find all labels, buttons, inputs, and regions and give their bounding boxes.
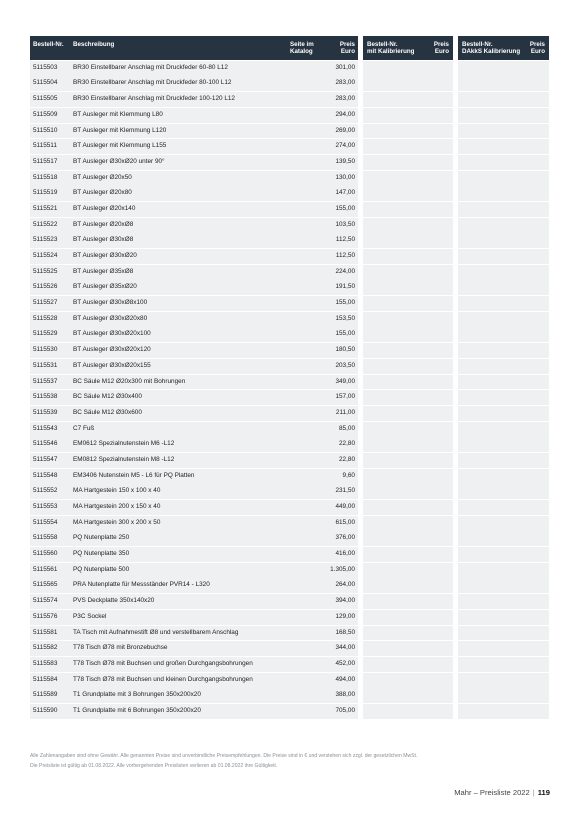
- description-cell: MA Hartgestein 150 x 100 x 40: [73, 487, 161, 495]
- description-cell: MA Hartgestein 300 x 200 x 50: [73, 518, 161, 526]
- price-cell: 705,00: [335, 706, 355, 714]
- order-number-cell: 5115517: [33, 157, 58, 165]
- description-cell: T78 Tisch Ø78 mit Buchsen und kleinen Durchgangsbohrungen: [73, 675, 253, 683]
- calibration-row: [363, 61, 453, 76]
- price-cell: 416,00: [335, 550, 355, 558]
- table-row: [30, 312, 358, 327]
- price-cell: 269,00: [335, 126, 355, 134]
- order-number-cell: 5115523: [33, 236, 58, 244]
- dakks-row: [458, 124, 549, 139]
- dakks-body: [458, 61, 549, 719]
- order-number-cell: 5115504: [33, 79, 58, 87]
- table-row: [30, 233, 358, 248]
- dakks-table: [458, 36, 549, 719]
- calibration-row: [363, 327, 453, 342]
- dakks-row: [458, 280, 549, 295]
- description-cell: BT Ausleger Ø35xØ20: [73, 283, 137, 291]
- calibration-row: [363, 124, 453, 139]
- dakks-row: [458, 265, 549, 280]
- description-cell: P3C Sockel: [73, 612, 107, 620]
- price-cell: 168,50: [335, 628, 355, 636]
- page-number: 119: [537, 788, 550, 797]
- order-number-cell: 5115510: [33, 126, 58, 134]
- description-cell: EM0612 Spezialnutenstein M6 -L12: [73, 440, 175, 448]
- calibration-row: [363, 202, 453, 217]
- dakks-row: [458, 406, 549, 421]
- dakks-row: [458, 249, 549, 264]
- calibration-row: [363, 359, 453, 374]
- dakks-row: [458, 139, 549, 154]
- description-cell: BT Ausleger Ø30xØ20 unter 90°: [73, 157, 165, 165]
- calibration-row: [363, 688, 453, 703]
- table-row: [30, 704, 358, 719]
- dakks-row: [458, 218, 549, 233]
- order-number-cell: 5115530: [33, 346, 58, 354]
- header-calibration-order-number: Bestell-Nr. mit Kalibrierung: [367, 41, 415, 55]
- table-header: [30, 36, 358, 60]
- price-cell: 349,00: [335, 377, 355, 385]
- calibration-row: [363, 437, 453, 452]
- calibration-row: [363, 218, 453, 233]
- dakks-row: [458, 171, 549, 186]
- calibration-row: [363, 641, 453, 656]
- table-row: [30, 453, 358, 468]
- order-number-cell: 5115522: [33, 220, 58, 228]
- dakks-row: [458, 92, 549, 107]
- price-cell: 155,00: [335, 204, 355, 212]
- table-row: [30, 390, 358, 405]
- table-row: [30, 437, 358, 452]
- order-number-cell: 5115524: [33, 252, 58, 260]
- description-cell: BT Ausleger Ø35xØ8: [73, 267, 134, 275]
- price-cell: 180,50: [335, 346, 355, 354]
- price-cell: 494,00: [335, 675, 355, 683]
- dakks-row: [458, 76, 549, 91]
- table-row: [30, 641, 358, 656]
- order-number-cell: 5115526: [33, 283, 58, 291]
- dakks-row: [458, 531, 549, 546]
- calibration-row: [363, 578, 453, 593]
- dakks-row: [458, 578, 549, 593]
- calibration-row: [363, 422, 453, 437]
- calibration-row: [363, 500, 453, 515]
- description-cell: T1 Grundplatte mit 6 Bohrungen 350x200x20: [73, 706, 201, 714]
- price-cell: 388,00: [335, 691, 355, 699]
- table-row: [30, 359, 358, 374]
- order-number-cell: 5115582: [33, 644, 58, 652]
- table-row: [30, 469, 358, 484]
- order-number-cell: 5115546: [33, 440, 58, 448]
- dakks-row: [458, 422, 549, 437]
- table-row: [30, 406, 358, 421]
- calibration-row: [363, 390, 453, 405]
- price-cell: 157,00: [335, 393, 355, 401]
- table-row: [30, 610, 358, 625]
- dakks-row: [458, 594, 549, 609]
- description-cell: BT Ausleger Ø30xØ20: [73, 252, 137, 260]
- calibration-row: [363, 375, 453, 390]
- price-cell: 155,00: [335, 330, 355, 338]
- dakks-row: [458, 296, 549, 311]
- calibration-row: [363, 673, 453, 688]
- description-cell: BT Ausleger Ø20x80: [73, 189, 132, 197]
- description-cell: BT Ausleger Ø30xØ20x120: [73, 346, 151, 354]
- dakks-row: [458, 547, 549, 562]
- calibration-row: [363, 139, 453, 154]
- price-cell: 211,00: [335, 408, 355, 416]
- description-cell: BT Ausleger mit Klemmung L155: [73, 142, 167, 150]
- calibration-row: [363, 265, 453, 280]
- footnote-line: Die Preisliste ist gültig ab 01.08.2022. Alle vorhergehenden Preislisten verlieren ab 01.08.2022 ihre Gültigkeit.: [30, 762, 278, 769]
- dakks-row: [458, 375, 549, 390]
- price-table: [30, 36, 358, 719]
- order-number-cell: 5115552: [33, 487, 58, 495]
- description-cell: T1 Grundplatte mit 3 Bohrungen 350x200x20: [73, 691, 201, 699]
- description-cell: BR30 Einstellbarer Anschlag mit Druckfeder 60-80 L12: [73, 63, 228, 71]
- calibration-row: [363, 469, 453, 484]
- description-cell: BR30 Einstellbarer Anschlag mit Druckfeder 80-100 L12: [73, 79, 232, 87]
- description-cell: PRA Nutenplatte für Messständer PVR14 - L320: [73, 581, 210, 589]
- price-cell: 9,60: [342, 471, 355, 479]
- order-number-cell: 5115525: [33, 267, 58, 275]
- table-row: [30, 218, 358, 233]
- dakks-row: [458, 312, 549, 327]
- dakks-row: [458, 155, 549, 170]
- order-number-cell: 5115543: [33, 424, 58, 432]
- price-cell: 153,50: [335, 314, 355, 322]
- description-cell: EM0812 Spezialnutenstein M8 -L12: [73, 455, 175, 463]
- order-number-cell: 5115561: [33, 565, 58, 573]
- calibration-table: [363, 36, 453, 719]
- dakks-row: [458, 390, 549, 405]
- table-row: [30, 375, 358, 390]
- calibration-row: [363, 76, 453, 91]
- description-cell: BT Ausleger mit Klemmung L80: [73, 110, 163, 118]
- header-calibration-price: Preis Euro: [433, 41, 449, 55]
- table-row: [30, 594, 358, 609]
- order-number-cell: 5115528: [33, 314, 58, 322]
- table-row: [30, 626, 358, 641]
- dakks-row: [458, 657, 549, 672]
- order-number-cell: 5115529: [33, 330, 58, 338]
- footer-title: Mahr – Preisliste 2022: [454, 788, 530, 797]
- dakks-row: [458, 233, 549, 248]
- order-number-cell: 5115539: [33, 408, 58, 416]
- header-order-number: Bestell-Nr.: [33, 41, 64, 48]
- price-cell: 283,00: [335, 95, 355, 103]
- description-cell: BC Säule M12 Ø30x400: [73, 393, 142, 401]
- calibration-row: [363, 343, 453, 358]
- calibration-row: [363, 594, 453, 609]
- order-number-cell: 5115554: [33, 518, 58, 526]
- table-row: [30, 484, 358, 499]
- calibration-row: [363, 108, 453, 123]
- table-row: [30, 171, 358, 186]
- order-number-cell: 5115589: [33, 691, 58, 699]
- table-row: [30, 61, 358, 76]
- dakks-row: [458, 343, 549, 358]
- order-number-cell: 5115548: [33, 471, 58, 479]
- calibration-row: [363, 610, 453, 625]
- calibration-row: [363, 406, 453, 421]
- table-row: [30, 673, 358, 688]
- order-number-cell: 5115553: [33, 503, 58, 511]
- table-row: [30, 422, 358, 437]
- header-dakks-price: Preis Euro: [529, 41, 545, 55]
- price-cell: 103,50: [335, 220, 355, 228]
- description-cell: BT Ausleger Ø20x140: [73, 204, 136, 212]
- description-cell: T78 Tisch Ø78 mit Bronzebuchse: [73, 644, 168, 652]
- calibration-row: [363, 186, 453, 201]
- table-row: [30, 265, 358, 280]
- calibration-row: [363, 516, 453, 531]
- dakks-row: [458, 673, 549, 688]
- order-number-cell: 5115521: [33, 204, 58, 212]
- price-cell: 147,00: [335, 189, 355, 197]
- order-number-cell: 5115590: [33, 706, 58, 714]
- table-row: [30, 249, 358, 264]
- calibration-header: [363, 36, 453, 60]
- footer-separator: |: [532, 788, 535, 797]
- price-cell: 1.305,00: [330, 565, 355, 573]
- calibration-body: [363, 61, 453, 719]
- price-cell: 301,00: [335, 63, 355, 71]
- order-number-cell: 5115558: [33, 534, 58, 542]
- order-number-cell: 5115527: [33, 299, 58, 307]
- calibration-row: [363, 453, 453, 468]
- price-cell: 129,00: [335, 612, 355, 620]
- price-cell: 203,50: [335, 361, 355, 369]
- order-number-cell: 5115538: [33, 393, 58, 401]
- calibration-row: [363, 92, 453, 107]
- order-number-cell: 5115519: [33, 189, 58, 197]
- table-row: [30, 547, 358, 562]
- calibration-row: [363, 233, 453, 248]
- description-cell: BC Säule M12 Ø30x600: [73, 408, 142, 416]
- price-cell: 231,50: [335, 487, 355, 495]
- price-cell: 112,50: [335, 236, 355, 244]
- price-cell: 294,00: [335, 110, 355, 118]
- description-cell: PQ Nutenplatte 250: [73, 534, 130, 542]
- table-row: [30, 76, 358, 91]
- dakks-row: [458, 610, 549, 625]
- dakks-row: [458, 202, 549, 217]
- dakks-row: [458, 563, 549, 578]
- price-cell: 283,00: [335, 79, 355, 87]
- price-cell: 85,00: [339, 424, 355, 432]
- table-row: [30, 108, 358, 123]
- table-row: [30, 139, 358, 154]
- description-cell: MA Hartgestein 200 x 150 x 40: [73, 503, 161, 511]
- dakks-row: [458, 359, 549, 374]
- table-row: [30, 327, 358, 342]
- dakks-row: [458, 437, 549, 452]
- table-row: [30, 296, 358, 311]
- table-row: [30, 343, 358, 358]
- calibration-row: [363, 657, 453, 672]
- price-cell: 191,50: [335, 283, 355, 291]
- page-footer: [454, 788, 550, 797]
- table-row: [30, 124, 358, 139]
- table-row: [30, 531, 358, 546]
- price-cell: 22,80: [339, 455, 355, 463]
- dakks-row: [458, 516, 549, 531]
- header-dakks-order-number: Bestell-Nr. DAkkS Kalibrierung: [462, 41, 521, 55]
- order-number-cell: 5115509: [33, 110, 58, 118]
- dakks-row: [458, 641, 549, 656]
- calibration-row: [363, 563, 453, 578]
- price-cell: 224,00: [335, 267, 355, 275]
- calibration-row: [363, 312, 453, 327]
- description-cell: EM3406 Nutenstein M5 - L6 für PQ Platten: [73, 471, 195, 479]
- table-row: [30, 92, 358, 107]
- table-row: [30, 657, 358, 672]
- description-cell: BT Ausleger Ø30xØ20x100: [73, 330, 151, 338]
- price-cell: 615,00: [335, 518, 355, 526]
- price-cell: 112,50: [335, 252, 355, 260]
- dakks-row: [458, 484, 549, 499]
- order-number-cell: 5115560: [33, 550, 58, 558]
- dakks-row: [458, 186, 549, 201]
- order-number-cell: 5115583: [33, 659, 58, 667]
- calibration-row: [363, 626, 453, 641]
- header-catalog-page: Seite im Katalog: [290, 41, 314, 55]
- dakks-row: [458, 704, 549, 719]
- calibration-row: [363, 280, 453, 295]
- order-number-cell: 5115518: [33, 173, 58, 181]
- order-number-cell: 5115584: [33, 675, 58, 683]
- description-cell: BT Ausleger Ø20xØ8: [73, 220, 134, 228]
- price-cell: 274,00: [335, 142, 355, 150]
- description-cell: PQ Nutenplatte 500: [73, 565, 130, 573]
- dakks-row: [458, 327, 549, 342]
- table-row: [30, 500, 358, 515]
- price-cell: 376,00: [335, 534, 355, 542]
- table-row: [30, 186, 358, 201]
- calibration-row: [363, 155, 453, 170]
- price-cell: 449,00: [335, 503, 355, 511]
- dakks-header: [458, 36, 549, 60]
- order-number-cell: 5115511: [33, 142, 57, 150]
- order-number-cell: 5115547: [33, 455, 58, 463]
- calibration-row: [363, 249, 453, 264]
- calibration-row: [363, 296, 453, 311]
- header-price: Preis Euro: [339, 41, 355, 55]
- description-cell: BT Ausleger mit Klemmung L120: [73, 126, 167, 134]
- price-cell: 264,00: [335, 581, 355, 589]
- order-number-cell: 5115565: [33, 581, 58, 589]
- price-cell: 22,80: [339, 440, 355, 448]
- table-row: [30, 280, 358, 295]
- calibration-row: [363, 704, 453, 719]
- calibration-row: [363, 531, 453, 546]
- table-row: [30, 155, 358, 170]
- dakks-row: [458, 469, 549, 484]
- order-number-cell: 5115581: [33, 628, 58, 636]
- dakks-row: [458, 500, 549, 515]
- description-cell: BR30 Einstellbarer Anschlag mit Druckfeder 100-120 L12: [73, 95, 235, 103]
- price-cell: 130,00: [335, 173, 355, 181]
- calibration-row: [363, 171, 453, 186]
- table-row: [30, 563, 358, 578]
- description-cell: BC Säule M12 Ø20x300 mit Bohrungen: [73, 377, 186, 385]
- dakks-row: [458, 61, 549, 76]
- table-row: [30, 516, 358, 531]
- description-cell: BT Ausleger Ø30xØ8x100: [73, 299, 148, 307]
- calibration-row: [363, 547, 453, 562]
- description-cell: PQ Nutenplatte 350: [73, 550, 130, 558]
- table-row: [30, 202, 358, 217]
- footnote-line: Alle Zahlenangaben sind ohne Gewähr. Alle genannten Preise sind unverbindliche Preisempfehlungen. Die Preise sind in € und verstehen sich zzgl. der gesetzlichen MwSt.: [30, 753, 418, 759]
- price-cell: 452,00: [335, 659, 355, 667]
- description-cell: BT Ausleger Ø30xØ20x80: [73, 314, 148, 322]
- price-cell: 155,00: [335, 299, 355, 307]
- description-cell: T78 Tisch Ø78 mit Buchsen und großen Durchgangsbohrungen: [73, 659, 253, 667]
- header-description: Beschreibung: [73, 41, 115, 48]
- dakks-row: [458, 688, 549, 703]
- order-number-cell: 5115576: [33, 612, 58, 620]
- price-cell: 394,00: [335, 597, 355, 605]
- table-row: [30, 578, 358, 593]
- description-cell: BT Ausleger Ø30xØ8: [73, 236, 134, 244]
- description-cell: C7 Fuß: [73, 424, 95, 432]
- table-body: [30, 61, 358, 719]
- order-number-cell: 5115531: [33, 361, 58, 369]
- description-cell: PVS Deckplatte 350x140x20: [73, 597, 155, 605]
- footnote: [30, 752, 417, 771]
- description-cell: TA Tisch mit Aufnahmestift Ø8 und verstellbarem Anschlag: [73, 628, 239, 636]
- dakks-row: [458, 108, 549, 123]
- dakks-row: [458, 626, 549, 641]
- order-number-cell: 5115537: [33, 377, 58, 385]
- order-number-cell: 5115505: [33, 95, 58, 103]
- order-number-cell: 5115574: [33, 597, 58, 605]
- description-cell: BT Ausleger Ø20x50: [73, 173, 132, 181]
- price-cell: 139,50: [335, 157, 355, 165]
- price-cell: 344,00: [335, 644, 355, 652]
- dakks-row: [458, 453, 549, 468]
- order-number-cell: 5115503: [33, 63, 58, 71]
- table-row: [30, 688, 358, 703]
- calibration-row: [363, 484, 453, 499]
- description-cell: BT Ausleger Ø30xØ20x155: [73, 361, 151, 369]
